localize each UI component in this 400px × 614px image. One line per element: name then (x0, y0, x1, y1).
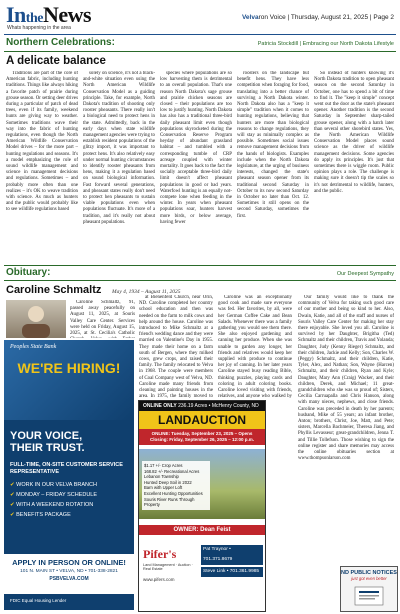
article-column-2: solely on science, it's not a black-and-white situation even using the North American Wildlife Conservation Model as a guiding principle. Take, for example, North Dakota's tradition of shooting only rooster pheasants. There really isn't a biological need to protect hens in the state. Admittedly, back in the early days when state wildlife management agencies were trying to establish resident populations of the glitzy import, it was important to protect hens. It's also relatively easy under normal hunting circumstances to identify rooster pheasants from hens, making it a regulation based on sound biological information. Fast forward several generations, and pheasant states really don't need to protect hen pheasants to sustain viable populations even when populations fluctuate. It's more of a tradition, and it's really not about pheasant populations. (83, 71, 155, 225)
obituary-divider-top (4, 265, 396, 266)
portrait-icon (6, 300, 66, 338)
article-column-1: Traditions are part of the core of American fabric, including hunting traditions. Things like always hiking a favorite patch of prairie during grouse season. Or setting deer drives during a particular of patch of dead trees, even if its family, weekend hunts are giving way to weather. Sometimes traditions wave their way into the fabric of hunting regulations, even though the North American Wildlife Conservation Model drives – for the more part – hunting regulations and seasons. It's a model emphasizing the role of sound wildlife management and science in management decisions and regulations. Sometimes – and probably more often than one realizes – it's OK to weave tradition with science. As much as hunters and the public would probably like to see wildlife regulations based (6, 71, 78, 213)
notice-board-icon (341, 585, 397, 609)
hiring-ad-photo (4, 340, 134, 420)
obituary-name: Caroline Schmaltz (6, 284, 102, 296)
obituary-column-4: Our family would like to thank the community of Velva for taking such good care of our mother and being so kind to her. Also, Dwain, Katie, and all of the staff and nurses of Souris Valley Care Center for making her stay there enjoyable. She loved you all. Caroline is survived by her Daughter, Brigitha (Ted) Schmaltz and their children, Travis and Yolanda; Daughter, Judy (Kenny Rieger) Schmaltz, and their children, Jackie and Kelly; Son, Charles W. (Peggy) Schmaltz, and their children, Katie, Tyler, Alex, and Nathan; Son, Wayne (Harcen) Schmaltz, and their children, Ryan and Kyle; Daughter, Mary Ann (Craig) Wacker, and their children, Derek, and Michael; 11 great-grandchildren who she was so proud of; Sisters, Cecilia Carruapalla and Chris Hanson, along with many nieces, nephews, and close friends. Caroline was preceded in death by her parents; husband, Mike of 55 years; an infant brother, Anton; brothers, Christ, Joe, Matt, and Pete; sisters, Marcella Bachmeier, Theresa Jiang, and Phyllis Levasseur; great-grandchildren, Jenna T. and Tillie Tollefson. Those wishing to sign the online register and share memories may access the online obituaries section at www.thompsonlarson.com (298, 295, 394, 462)
hiring-headline: WE'RE HIRING! (17, 360, 121, 376)
notices-title: ND PUBLIC NOTICES (341, 570, 397, 576)
article-headline: A delicate balance (6, 55, 106, 67)
public-notices-ad[interactable] (340, 566, 398, 612)
section-divider (4, 51, 396, 52)
masthead-divider (4, 34, 396, 35)
pifers-tagline: Land Management · Auction · Real Estate (143, 563, 193, 571)
land-auction-ad[interactable] (138, 400, 266, 612)
obituary-dates: May 4, 1934 – August 11, 2025 (112, 289, 181, 295)
obituary-column-1: Caroline Schmaltz, 91, passed away peacefully on August 11, 2025, at Souris Valley Care Center. Services were held on Friday, August 15, 2025, at St. Cecilia's Catholic (70, 300, 135, 337)
article-column-4: roosters on the landscape but benefit hens. They have less competition when foraging for food, translating into a better chance of surviving a North Dakota winter. North Dakota also has a "keep it simple" tradition when it comes to hunting regulations, believing that hunters are more than biological reasons to change regulations, they will stay as minimally complex as possible. Sometimes social issues remove management decisions from the hands of biologists. Examples include when the North Dakota legislature, at the urging of business interests, changed the state's pheasant season opener from its traditional second Saturday in October to its now second Saturday in October no later than Oct. 12. Sometimes it still opens on the second Saturday, sometimes the first. (237, 71, 309, 219)
hiring-voice: YOUR VOICE, THEIR TRUST. (10, 430, 85, 454)
section-title: Northern Celebrations: (6, 37, 115, 48)
obituary-section-title: Obituary: (6, 267, 51, 278)
auction-details: $1.17 +/- Crop Acres 168.82 +/- Recreational Acres Lebanon Township Hunted Deep Soil in 2022 Barn with Upper Loft Excellent Hunting Opportunities Souris River Runs Through Property (142, 461, 210, 510)
hiring-benefits: ✔ WORK IN OUR VELVA BRANCH ✔ MONDAY – FRIDAY SCHEDULE ✔ WITH A WEEKEND ROTATION ✔ BENEFITS PACKAGE (10, 482, 98, 518)
site-logo[interactable]: IntheNews (6, 2, 92, 27)
issue-info: Velvaron Voice | Thursday, August 21, 2025 | Page 2 (241, 14, 394, 21)
hiring-position: FULL-TIME, ON-SITE CUSTOMER SERVICE REPRESENTATIVE (10, 462, 123, 475)
notices-sub: just got even better (351, 576, 387, 581)
obituary-column-3: Caroline was an exceptionally good cook and made sure everyone was fed. Her favorites, by all, were her German Coffee Cake and Bean Salads. Whenever there was a family gathering you would see them there. She also enjoyed gardening and canning her produce. When she was unable to garden any longer, her friends and relatives would keep her supplied with produce to continue her joy of canning. In her later years Caroline stayed busy reading Bible, thinking puzzles, playing cards and coloring in adult coloring books. Caroline loved visiting with friends, relatives, and anyone who walked by (218, 295, 292, 399)
fdic-badge: FDIC Equal Housing Lender (10, 598, 67, 603)
article-column-3: species where populations are so low harvesting them is detrimental to an overall population. That's one reason North Dakota's sage grouse and prairie chicken seasons are closed – their populations are too low to justify hunting. North Dakota has also has a traditional three-bird daily pheasant limit even though populations skyrocketed during the Conservation Reserve Program heyday of abundant grassland habitat – and tumbled with a corresponding tumble of CRP acreage coupled with winter mortality. It goes back to the fact the socially acceptable three-bird daily limit doesn't affect pheasant populations in good or bad years. Waterfowl hunting is an equally not-compete lone when feeding in the winter. In years when pheasant populations soar, hunters harvest more birds, or below average, having fewer (160, 71, 232, 225)
hiring-apply-box[interactable]: APPLY IN PERSON OR ONLINE! 101 N. MAIN ST • VELVA, ND • 701-338-2821 PSBVELVA.COM (4, 554, 134, 594)
auction-contacts[interactable]: Pat Traynor • 701.371.8679 Steve Link • 701.361.9985 (201, 545, 263, 577)
obituary-section-right: Our Deepest Sympathy (336, 271, 394, 277)
pifers-logo: Pifer's (143, 547, 177, 561)
hiring-ad[interactable] (4, 340, 134, 610)
obituary-divider (4, 280, 396, 281)
pifers-website[interactable]: www.pifers.com (143, 577, 175, 582)
section-byline: Patricia Stockdill | Embracing our North Dakota Lifestyle (257, 41, 394, 47)
site-tagline: Whats happening in the area (7, 25, 71, 31)
bank-logo: Peoples State Bank (10, 344, 57, 350)
obituary-photo (6, 300, 66, 338)
article-column-5: So instead of hunters knowing it's North Dakota tradition to open pheasant season on the second Saturday in October, one has to spend a bit of time to find it. The "keep it simple" concept went out the door as the state's pheasant opener. Another tradition is the second Saturday in September sharp-tailed grouse opener, along with a hatch later than several other shorebird states. Yes, the North American Wildlife Conservation Model places sound science as the driver of wildlife management decisions. Some agencies do apply its principles. It's just that sometimes there is wiggle room. Public opinion plays a role. The challenge is making sure it doesn't tip the scales so it's not detrimental to wildlife, hunters, and the public. (314, 71, 394, 194)
auction-owner: OWNER: Dean Feist (139, 525, 265, 535)
auction-title: LANDAUCTION (139, 411, 265, 429)
auction-dates: ONLINE: Tuesday, September 23, 2025 – Opens Closing: Friday, September 26, 2025 – 12:00 p.m. (139, 429, 265, 445)
masthead (0, 0, 400, 34)
auction-header: ONLINE ONLY 236.19 Acres • McHenry County, ND (139, 401, 265, 411)
obituary-column-2: at Bienenfeld Church, near Orin, ND. Caroline completed her country school education and then was needed on the farm to milk cows and help around the house. Caroline was introduced to Mike Schmaltz at a friend's wedding dance and they were married on Valentine's Day in 1955. They made their home on a farm south of Bergen, where they milked cows, grew crops, and raised their family. The family relocated to Velva in 1968. The couple were members of Coal Company west of Velva, ND. Caroline made many friends from cleaning and painting houses in the area. In 1975, the family moved to (139, 295, 213, 399)
